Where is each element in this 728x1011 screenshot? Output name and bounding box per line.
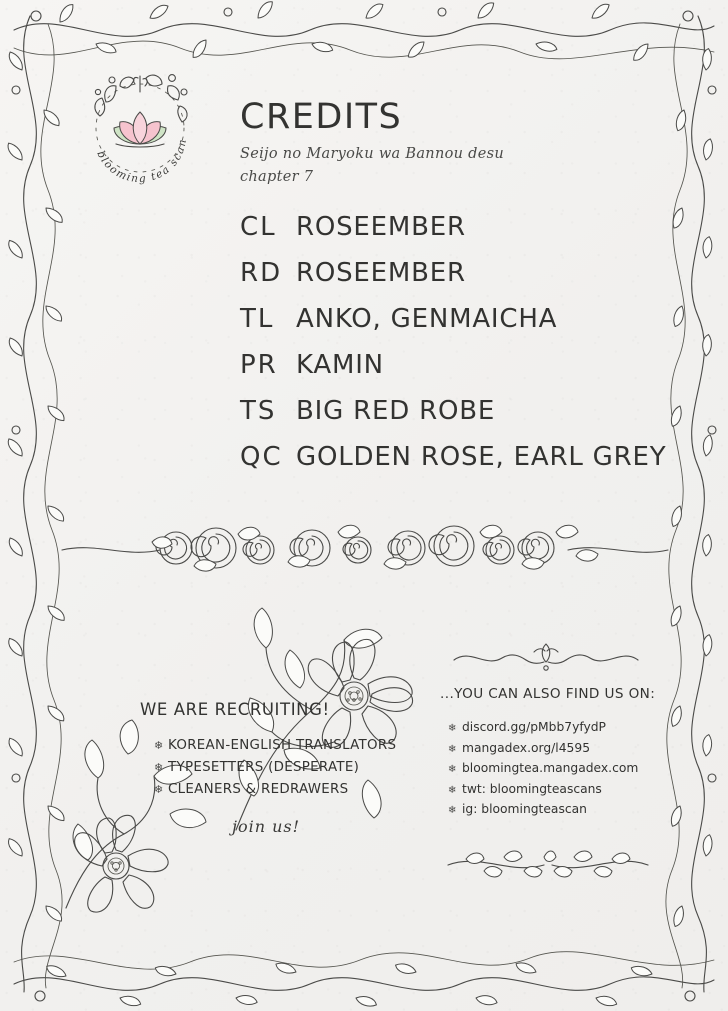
find-us-links-list xyxy=(448,718,690,821)
credit-name: KAMIN xyxy=(296,350,384,380)
recruiting-role: TYPESETTERS (DESPERATE) xyxy=(168,760,360,775)
credit-name: BIG RED ROBE xyxy=(296,396,496,426)
recruiting-section xyxy=(140,700,397,836)
list-item[interactable] xyxy=(448,718,690,739)
flower-bullet-icon: ❄ xyxy=(448,723,457,734)
flower-bullet-icon: ❄ xyxy=(448,743,457,755)
flower-bullet-icon: ❄ xyxy=(448,764,457,775)
chapter-label: chapter 7 xyxy=(240,169,314,186)
flower-bullet-icon: ❄ xyxy=(154,783,164,796)
credit-role: QC xyxy=(240,442,283,472)
flower-bullet-icon: ❄ xyxy=(448,805,457,816)
list-item xyxy=(154,779,370,801)
find-us-title: ...YOU CAN ALSO FIND US ON: xyxy=(440,686,656,702)
list-item xyxy=(154,757,370,779)
credit-row xyxy=(240,350,700,396)
recruiting-title: WE ARE RECRUITING! xyxy=(140,700,330,719)
credit-name: ANKO, GENMAICHA xyxy=(296,304,558,334)
recruiting-role: KOREAN-ENGLISH TRANSLATORS xyxy=(168,738,397,753)
credit-role: PR xyxy=(240,350,278,380)
rose-swirl-divider xyxy=(56,512,674,584)
credits-header xyxy=(240,97,660,188)
find-us-section xyxy=(440,686,690,821)
recruiting-role: CLEANERS & REDRAWERS xyxy=(168,782,349,797)
credit-name: GOLDEN ROSE, EARL GREY xyxy=(296,442,667,472)
logo-text: blooming tea scans xyxy=(68,57,190,186)
credit-role: TL xyxy=(240,304,275,334)
series-title: Seijo no Maryoku wa Bannou desu xyxy=(240,146,505,162)
svg-text:blooming tea scans xyxy=(69,57,190,185)
leaf-sprig-divider xyxy=(440,845,656,885)
ornamental-flourish xyxy=(446,638,646,674)
list-item[interactable] xyxy=(448,800,690,821)
credit-row xyxy=(240,212,700,258)
find-us-link[interactable]: discord.gg/pMbb7yfydP xyxy=(462,720,606,734)
find-us-link[interactable]: twt: bloomingteascans xyxy=(462,781,602,796)
credit-name: ROSEEMBER xyxy=(296,212,466,242)
credit-name: ROSEEMBER xyxy=(296,258,466,288)
join-us-cta[interactable]: join us! xyxy=(232,817,301,836)
list-item[interactable] xyxy=(448,780,690,801)
credits-list xyxy=(240,212,700,488)
credit-row xyxy=(240,258,700,304)
blooming-tea-scans-logo xyxy=(68,57,208,202)
credit-row xyxy=(240,396,700,442)
credit-row xyxy=(240,304,700,350)
credit-role: RD xyxy=(240,258,283,288)
list-item[interactable] xyxy=(448,759,690,780)
list-item[interactable] xyxy=(448,739,690,760)
list-item xyxy=(154,735,397,757)
page-title: CREDITS xyxy=(240,97,403,137)
credit-role: TS xyxy=(240,396,277,426)
credit-row xyxy=(240,442,700,488)
flower-bullet-icon: ❄ xyxy=(154,739,164,752)
credit-role: CL xyxy=(240,212,277,242)
flower-bullet-icon: ❄ xyxy=(448,784,457,796)
recruiting-roles-list xyxy=(154,735,397,801)
flower-bullet-icon: ❄ xyxy=(154,761,164,774)
find-us-link[interactable]: bloomingtea.mangadex.com xyxy=(462,761,639,775)
find-us-link[interactable]: ig: bloomingteascan xyxy=(462,802,587,816)
find-us-link[interactable]: mangadex.org/l4595 xyxy=(462,740,591,755)
